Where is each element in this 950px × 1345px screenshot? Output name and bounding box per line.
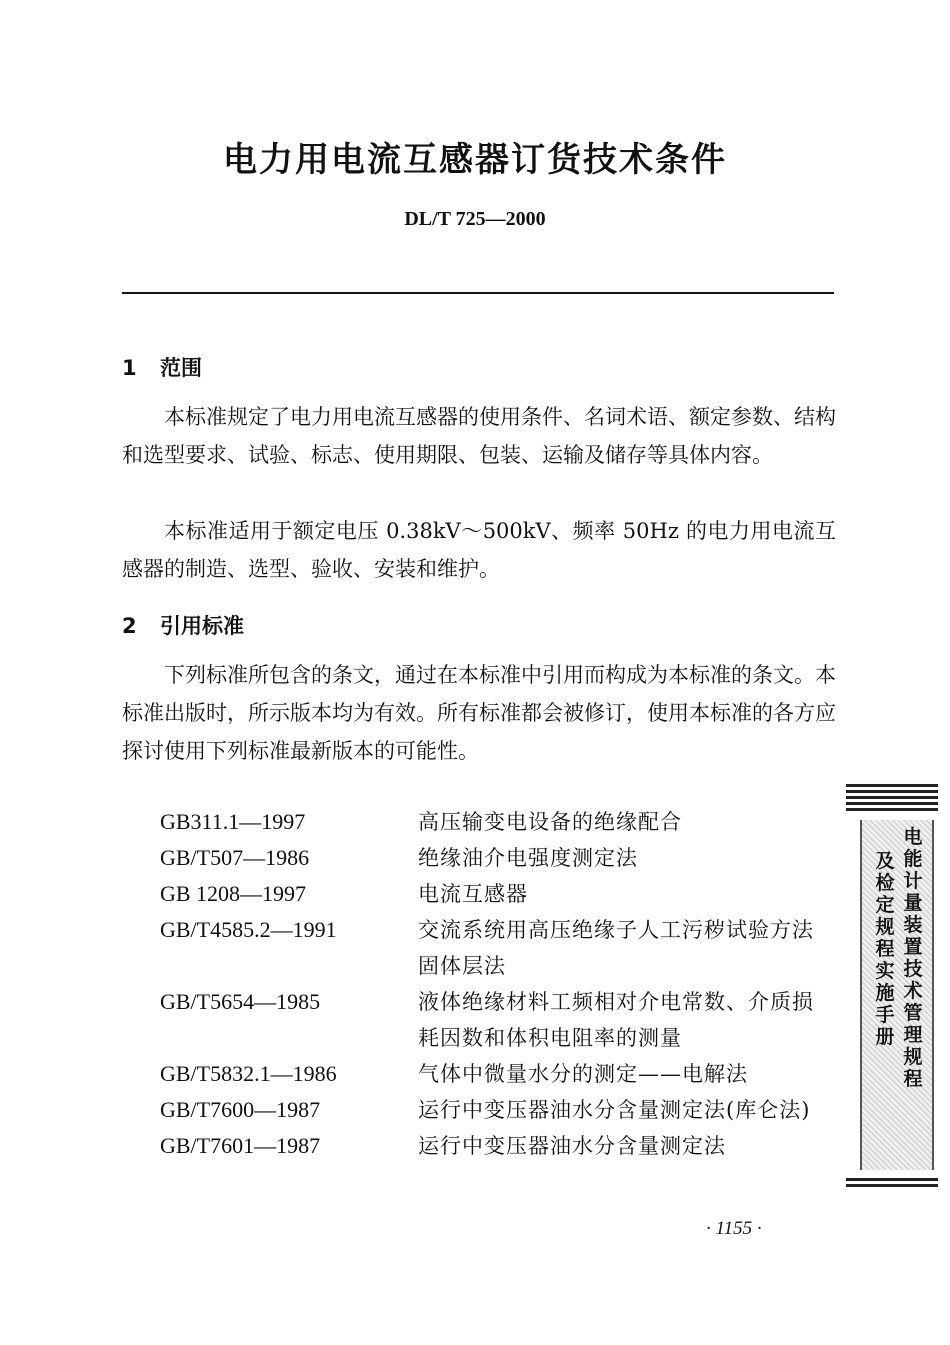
reference-row: [160, 1128, 840, 1164]
title-divider: [122, 292, 834, 294]
section-1-paragraph-1: 本标准规定了电力用电流互感器的使用条件、名词术语、额定参数、结构和选型要求、试验、标志、使用期限、包装、运输及储存等具体内容。: [122, 405, 836, 467]
reference-title: 运行中变压器油水分含量测定法(库仑法): [418, 1098, 811, 1122]
side-tab-bottom-bars: [846, 1178, 938, 1190]
side-thumb-tab: [846, 784, 938, 1194]
reference-row: [160, 984, 840, 1056]
reference-code: GB 1208—1997: [160, 881, 307, 906]
side-tab-top-bars: [846, 784, 938, 814]
reference-row: [160, 840, 840, 876]
side-tab-line-1: 电能计量装置技术管理规程: [903, 826, 923, 1090]
section-2-heading: [122, 610, 244, 640]
reference-title: 绝缘油介电强度测定法: [418, 846, 638, 870]
section-number: 2: [122, 614, 137, 638]
reference-title: 高压输变电设备的绝缘配合: [418, 810, 682, 834]
reference-title: 电流互感器: [418, 882, 528, 906]
reference-code: GB/T7601—1987: [160, 1133, 321, 1158]
standard-code: DL/T 725—2000: [404, 208, 546, 230]
section-2-paragraph: 下列标准所包含的条文，通过在本标准中引用而构成为本标准的条文。本标准出版时，所示版本均为有效。所有标准都会被修订，使用本标准的各方应探讨使用下列标准最新版本的可能性。: [122, 663, 836, 763]
reference-code: GB311.1—1997: [160, 809, 306, 834]
reference-title: 液体绝缘材料工频相对介电常数、介质损耗因数和体积电阻率的测量: [418, 990, 814, 1050]
reference-row: [160, 804, 840, 840]
reference-code: GB/T4585.2—1991: [160, 917, 337, 942]
reference-title: 交流系统用高压绝缘子人工污秽试验方法 固体层法: [418, 918, 836, 978]
reference-title: 气体中微量水分的测定——电解法: [418, 1062, 748, 1086]
reference-row: [160, 876, 840, 912]
reference-title: 运行中变压器油水分含量测定法: [418, 1134, 726, 1158]
side-tab-body: [860, 820, 934, 1170]
section-1-heading: [122, 352, 202, 382]
section-title: 引用标准: [160, 614, 244, 638]
reference-row: [160, 912, 840, 984]
reference-code: GB/T5832.1—1986: [160, 1061, 337, 1086]
reference-code: GB/T507—1986: [160, 845, 310, 870]
reference-code: GB/T7600—1987: [160, 1097, 321, 1122]
reference-list: [160, 804, 840, 1164]
reference-row: [160, 1092, 840, 1128]
section-1-paragraph-2: 本标准适用于额定电压 0.38kV～500kV、频率 50Hz 的电力用电流互感器的制造、选型、验收、安装和维护。: [122, 519, 836, 581]
reference-code: GB/T5654—1985: [160, 989, 321, 1014]
page-number: · 1155 ·: [706, 1218, 762, 1239]
reference-row: [160, 1056, 840, 1092]
document-title: 电力用电流互感器订货技术条件: [223, 140, 727, 180]
section-title: 范围: [160, 356, 202, 380]
section-number: 1: [122, 356, 137, 380]
side-tab-line-2: 及检定规程实施手册: [875, 850, 895, 1048]
